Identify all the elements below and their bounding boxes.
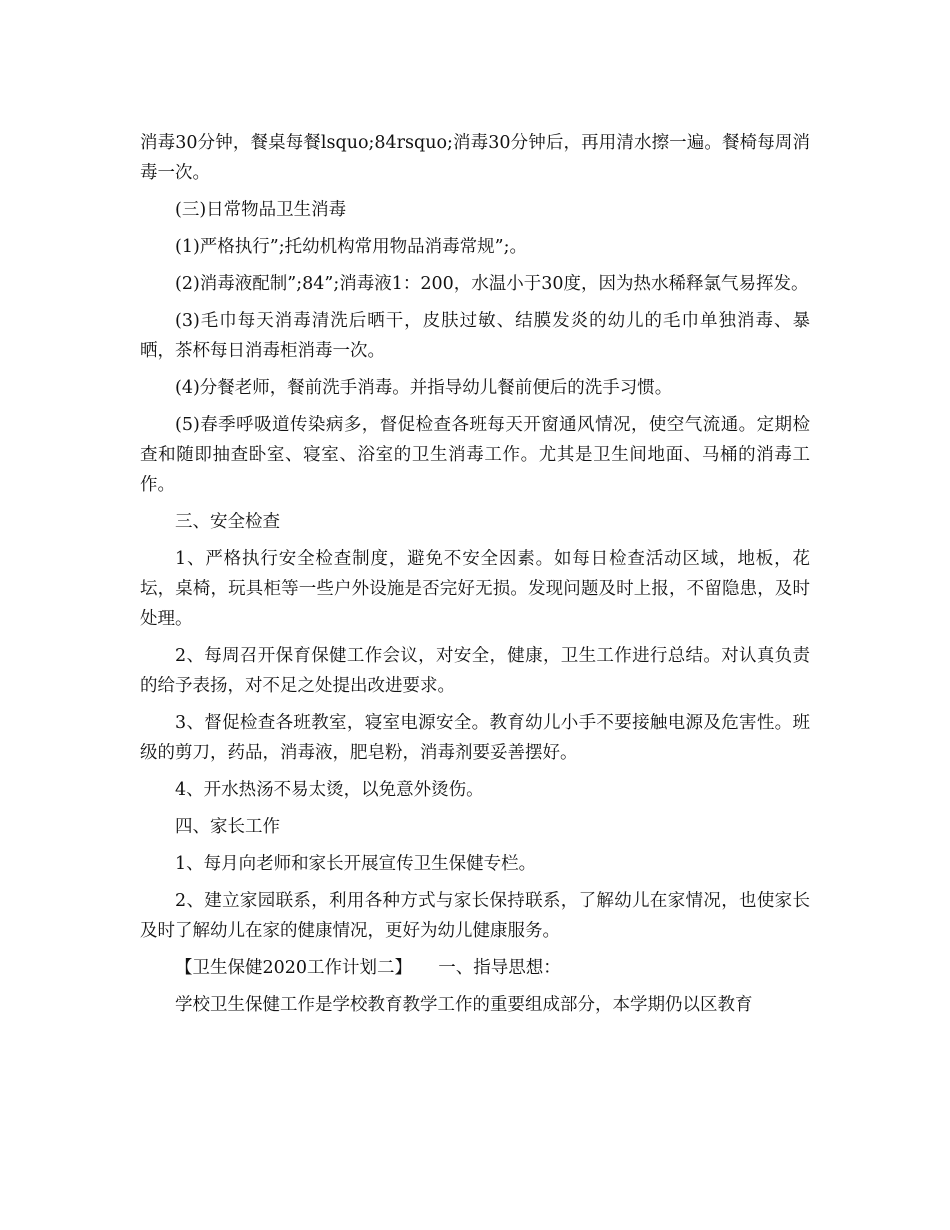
- paragraph-item-3: (3)毛巾每天消毒清洗后晒干，皮肤过敏、结膜发炎的幼儿的毛巾单独消毒、暴晒，茶杯每日消毒柜消毒一次。: [140, 311, 810, 361]
- paragraph-continuation: 消毒30分钟，餐桌每餐lsquo;84rsquo;消毒30分钟后，再用清水擦一遍。餐椅每周消毒一次。: [140, 133, 810, 183]
- document-body: [140, 128, 810, 1027]
- paragraph-item-4: (4)分餐老师，餐前洗手消毒。并指导幼儿餐前便后的洗手习惯。: [175, 378, 673, 398]
- section-heading-parents: 四、家长工作: [175, 817, 280, 837]
- paragraph-plan-two-intro: 学校卫生保健工作是学校教育教学工作的重要组成部分，本学期仍以区教育: [175, 995, 753, 1015]
- paragraph-safety-2: 2、每周召开保育保健工作会议，对安全，健康，卫生工作进行总结。对认真负责的给予表扬，对不足之处提出改进要求。: [140, 646, 810, 696]
- section-heading-daily-items: (三)日常物品卫生消毒: [175, 200, 347, 220]
- paragraph-item-2: (2)消毒液配制”;84”;消毒液1：200，水温小于30度，因为热水稀释氯气易挥发。: [175, 274, 809, 294]
- paragraph-parents-1: 1、每月向老师和家长开展宣传卫生保健专栏。: [175, 854, 537, 874]
- paragraph-item-1: (1)严格执行”;托幼机构常用物品消毒常规”;。: [175, 237, 527, 257]
- paragraph-safety-3: 3、督促检查各班教室，寝室电源安全。教育幼儿小手不要接触电源及危害性。班级的剪刀，药品，消毒液，肥皂粉，消毒剂要妥善摆好。: [140, 713, 810, 763]
- paragraph-safety-1: 1、严格执行安全检查制度，避免不安全因素。如每日检查活动区域，地板，花坛，桌椅，玩具柜等一些户外设施是否完好无损。发现问题及时上报，不留隐患，及时处理。: [140, 549, 810, 629]
- section-heading-safety: 三、安全检查: [175, 512, 280, 532]
- paragraph-parents-2: 2、建立家园联系，利用各种方式与家长保持联系，了解幼儿在家情况，也使家长及时了解幼儿在家的健康情况，更好为幼儿健康服务。: [140, 891, 810, 941]
- plan-two-heading: 【卫生保健2020工作计划二】 一、指导思想：: [175, 958, 561, 978]
- paragraph-safety-4: 4、开水热汤不易太烫，以免意外烫伤。: [175, 780, 484, 800]
- paragraph-item-5: (5)春季呼吸道传染病多，督促检查各班每天开窗通风情况，使空气流通。定期检查和随即抽查卧室、寝室、浴室的卫生消毒工作。尤其是卫生间地面、马桶的消毒工作。: [140, 415, 810, 495]
